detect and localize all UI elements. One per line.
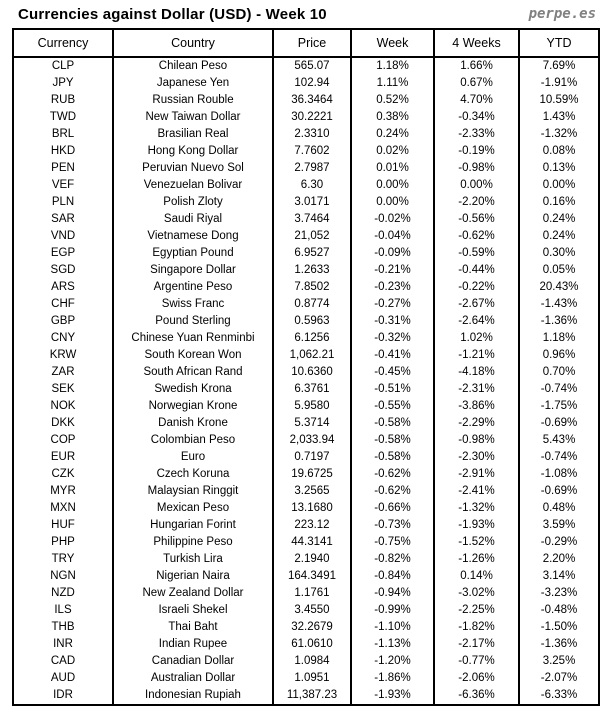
table-row	[13, 262, 599, 279]
cell-country: Norwegian Krone	[113, 398, 273, 415]
cell-ytd: -6.33%	[519, 687, 599, 705]
cell-4weeks: -2.33%	[434, 126, 519, 143]
cell-ytd: 0.30%	[519, 245, 599, 262]
cell-ytd: 0.70%	[519, 364, 599, 381]
cell-currency-code: HKD	[13, 143, 113, 160]
cell-country: Singapore Dollar	[113, 262, 273, 279]
table-row	[13, 245, 599, 262]
cell-4weeks: -0.62%	[434, 228, 519, 245]
cell-ytd: -0.69%	[519, 415, 599, 432]
titlebar	[12, 0, 598, 28]
cell-week: -1.13%	[351, 636, 434, 653]
table-header-row	[13, 29, 599, 57]
cell-ytd: 0.05%	[519, 262, 599, 279]
cell-country: Australian Dollar	[113, 670, 273, 687]
cell-week: -1.20%	[351, 653, 434, 670]
cell-ytd: 0.16%	[519, 194, 599, 211]
cell-4weeks: 0.00%	[434, 177, 519, 194]
cell-week: -0.31%	[351, 313, 434, 330]
cell-week: -0.84%	[351, 568, 434, 585]
cell-country: Swiss Franc	[113, 296, 273, 313]
cell-ytd: -3.23%	[519, 585, 599, 602]
table-row	[13, 432, 599, 449]
cell-country: Turkish Lira	[113, 551, 273, 568]
cell-country: New Taiwan Dollar	[113, 109, 273, 126]
cell-currency-code: PEN	[13, 160, 113, 177]
cell-4weeks: -2.29%	[434, 415, 519, 432]
cell-country: Malaysian Ringgit	[113, 483, 273, 500]
cell-week: -0.66%	[351, 500, 434, 517]
cell-currency-code: TRY	[13, 551, 113, 568]
cell-currency-code: SEK	[13, 381, 113, 398]
table-row	[13, 347, 599, 364]
table-row	[13, 381, 599, 398]
table-row	[13, 449, 599, 466]
cell-ytd: -0.74%	[519, 381, 599, 398]
cell-4weeks: -1.82%	[434, 619, 519, 636]
cell-week: -1.93%	[351, 687, 434, 705]
cell-ytd: 0.24%	[519, 228, 599, 245]
cell-currency-code: DKK	[13, 415, 113, 432]
cell-ytd: 3.14%	[519, 568, 599, 585]
cell-4weeks: -1.93%	[434, 517, 519, 534]
cell-currency-code: RUB	[13, 92, 113, 109]
cell-4weeks: -0.19%	[434, 143, 519, 160]
cell-currency-code: NGN	[13, 568, 113, 585]
cell-4weeks: -0.77%	[434, 653, 519, 670]
cell-4weeks: -0.59%	[434, 245, 519, 262]
cell-4weeks: -0.22%	[434, 279, 519, 296]
cell-week: 1.18%	[351, 57, 434, 75]
cell-currency-code: INR	[13, 636, 113, 653]
cell-price: 2,033.94	[273, 432, 351, 449]
cell-4weeks: -2.17%	[434, 636, 519, 653]
cell-country: Indonesian Rupiah	[113, 687, 273, 705]
cell-country: Hong Kong Dollar	[113, 143, 273, 160]
cell-country: Saudi Riyal	[113, 211, 273, 228]
cell-4weeks: 1.02%	[434, 330, 519, 347]
table-row	[13, 211, 599, 228]
cell-ytd: -1.32%	[519, 126, 599, 143]
table-row	[13, 670, 599, 687]
cell-country: South Korean Won	[113, 347, 273, 364]
cell-4weeks: -1.52%	[434, 534, 519, 551]
cell-4weeks: -1.21%	[434, 347, 519, 364]
cell-country: Chinese Yuan Renminbi	[113, 330, 273, 347]
cell-week: -0.09%	[351, 245, 434, 262]
cell-currency-code: AUD	[13, 670, 113, 687]
cell-currency-code: SAR	[13, 211, 113, 228]
cell-ytd: 0.13%	[519, 160, 599, 177]
table-row	[13, 517, 599, 534]
cell-4weeks: -3.02%	[434, 585, 519, 602]
table-row	[13, 194, 599, 211]
cell-ytd: 0.48%	[519, 500, 599, 517]
table-row	[13, 466, 599, 483]
cell-country: Hungarian Forint	[113, 517, 273, 534]
cell-ytd: 3.25%	[519, 653, 599, 670]
cell-4weeks: -0.98%	[434, 432, 519, 449]
cell-ytd: -0.48%	[519, 602, 599, 619]
table-row	[13, 568, 599, 585]
cell-currency-code: THB	[13, 619, 113, 636]
cell-4weeks: -2.30%	[434, 449, 519, 466]
cell-price: 6.9527	[273, 245, 351, 262]
cell-week: -0.45%	[351, 364, 434, 381]
cell-country: Peruvian Nuevo Sol	[113, 160, 273, 177]
page-title: Currencies against Dollar (USD) - Week 10	[18, 5, 327, 23]
cell-price: 61.0610	[273, 636, 351, 653]
cell-week: -1.10%	[351, 619, 434, 636]
table-row	[13, 126, 599, 143]
table-row	[13, 500, 599, 517]
cell-4weeks: -6.36%	[434, 687, 519, 705]
cell-week: -0.02%	[351, 211, 434, 228]
cell-country: Colombian Peso	[113, 432, 273, 449]
cell-week: -0.21%	[351, 262, 434, 279]
cell-country: New Zealand Dollar	[113, 585, 273, 602]
cell-week: -0.58%	[351, 415, 434, 432]
cell-week: 0.02%	[351, 143, 434, 160]
currency-table	[12, 28, 600, 706]
cell-ytd: 2.20%	[519, 551, 599, 568]
cell-country: Japanese Yen	[113, 75, 273, 92]
cell-country: Argentine Peso	[113, 279, 273, 296]
table-row	[13, 398, 599, 415]
cell-country: Chilean Peso	[113, 57, 273, 75]
table-row	[13, 585, 599, 602]
cell-4weeks: -4.18%	[434, 364, 519, 381]
cell-week: -0.58%	[351, 432, 434, 449]
cell-ytd: -0.29%	[519, 534, 599, 551]
cell-currency-code: CLP	[13, 57, 113, 75]
cell-country: Polish Zloty	[113, 194, 273, 211]
cell-price: 3.2565	[273, 483, 351, 500]
cell-currency-code: VND	[13, 228, 113, 245]
cell-4weeks: -2.91%	[434, 466, 519, 483]
cell-4weeks: -2.06%	[434, 670, 519, 687]
cell-currency-code: HUF	[13, 517, 113, 534]
cell-week: -0.99%	[351, 602, 434, 619]
cell-currency-code: EUR	[13, 449, 113, 466]
column-header-week: Week	[351, 29, 434, 57]
cell-week: -0.23%	[351, 279, 434, 296]
cell-week: -0.32%	[351, 330, 434, 347]
table-row	[13, 296, 599, 313]
currency-table-body	[13, 57, 599, 705]
cell-price: 2.3310	[273, 126, 351, 143]
site-logo: perpe.es	[528, 6, 596, 22]
cell-price: 102.94	[273, 75, 351, 92]
table-row	[13, 228, 599, 245]
cell-week: 0.01%	[351, 160, 434, 177]
table-row	[13, 551, 599, 568]
cell-ytd: 20.43%	[519, 279, 599, 296]
cell-price: 1.0951	[273, 670, 351, 687]
table-row	[13, 653, 599, 670]
column-header-country: Country	[113, 29, 273, 57]
cell-week: 0.00%	[351, 194, 434, 211]
cell-ytd: -0.69%	[519, 483, 599, 500]
cell-price: 1.1761	[273, 585, 351, 602]
cell-currency-code: NZD	[13, 585, 113, 602]
cell-4weeks: -1.26%	[434, 551, 519, 568]
cell-price: 11,387.23	[273, 687, 351, 705]
cell-currency-code: KRW	[13, 347, 113, 364]
cell-price: 0.7197	[273, 449, 351, 466]
cell-4weeks: -0.56%	[434, 211, 519, 228]
cell-price: 0.5963	[273, 313, 351, 330]
cell-week: 0.52%	[351, 92, 434, 109]
cell-country: Venezuelan Bolivar	[113, 177, 273, 194]
table-row	[13, 415, 599, 432]
cell-country: Danish Krone	[113, 415, 273, 432]
cell-ytd: 0.00%	[519, 177, 599, 194]
cell-country: Swedish Krona	[113, 381, 273, 398]
cell-ytd: -1.91%	[519, 75, 599, 92]
cell-price: 6.30	[273, 177, 351, 194]
cell-price: 36.3464	[273, 92, 351, 109]
cell-country: Pound Sterling	[113, 313, 273, 330]
cell-4weeks: 0.67%	[434, 75, 519, 92]
cell-ytd: 0.08%	[519, 143, 599, 160]
cell-week: -0.62%	[351, 483, 434, 500]
cell-currency-code: PLN	[13, 194, 113, 211]
cell-ytd: 1.43%	[519, 109, 599, 126]
column-header-currency: Currency	[13, 29, 113, 57]
cell-currency-code: MXN	[13, 500, 113, 517]
cell-price: 223.12	[273, 517, 351, 534]
cell-4weeks: 1.66%	[434, 57, 519, 75]
cell-price: 3.0171	[273, 194, 351, 211]
cell-week: -0.51%	[351, 381, 434, 398]
table-row	[13, 57, 599, 75]
cell-ytd: 10.59%	[519, 92, 599, 109]
table-row	[13, 92, 599, 109]
cell-price: 1,062.21	[273, 347, 351, 364]
cell-week: -0.04%	[351, 228, 434, 245]
cell-price: 164.3491	[273, 568, 351, 585]
cell-price: 30.2221	[273, 109, 351, 126]
cell-week: 0.24%	[351, 126, 434, 143]
cell-ytd: -2.07%	[519, 670, 599, 687]
cell-week: 0.00%	[351, 177, 434, 194]
cell-4weeks: -1.32%	[434, 500, 519, 517]
cell-country: South African Rand	[113, 364, 273, 381]
cell-price: 7.7602	[273, 143, 351, 160]
cell-week: -0.41%	[351, 347, 434, 364]
cell-4weeks: -2.64%	[434, 313, 519, 330]
cell-ytd: 7.69%	[519, 57, 599, 75]
cell-ytd: 0.24%	[519, 211, 599, 228]
cell-4weeks: -2.67%	[434, 296, 519, 313]
cell-country: Mexican Peso	[113, 500, 273, 517]
cell-currency-code: IDR	[13, 687, 113, 705]
cell-week: -0.73%	[351, 517, 434, 534]
cell-currency-code: NOK	[13, 398, 113, 415]
table-row	[13, 143, 599, 160]
cell-week: -0.27%	[351, 296, 434, 313]
cell-price: 10.6360	[273, 364, 351, 381]
cell-price: 1.0984	[273, 653, 351, 670]
cell-currency-code: PHP	[13, 534, 113, 551]
table-row	[13, 602, 599, 619]
cell-currency-code: CHF	[13, 296, 113, 313]
table-row	[13, 109, 599, 126]
cell-currency-code: MYR	[13, 483, 113, 500]
table-row	[13, 364, 599, 381]
cell-currency-code: GBP	[13, 313, 113, 330]
cell-week: -0.82%	[351, 551, 434, 568]
cell-4weeks: -2.31%	[434, 381, 519, 398]
table-row	[13, 160, 599, 177]
cell-price: 21,052	[273, 228, 351, 245]
cell-4weeks: -0.34%	[434, 109, 519, 126]
cell-ytd: 5.43%	[519, 432, 599, 449]
cell-currency-code: CZK	[13, 466, 113, 483]
cell-price: 3.4550	[273, 602, 351, 619]
cell-4weeks: -2.25%	[434, 602, 519, 619]
cell-ytd: -1.08%	[519, 466, 599, 483]
table-row	[13, 687, 599, 705]
cell-week: 0.38%	[351, 109, 434, 126]
cell-week: -0.75%	[351, 534, 434, 551]
cell-week: -0.58%	[351, 449, 434, 466]
cell-price: 5.3714	[273, 415, 351, 432]
cell-week: 1.11%	[351, 75, 434, 92]
cell-price: 2.1940	[273, 551, 351, 568]
cell-currency-code: BRL	[13, 126, 113, 143]
cell-price: 3.7464	[273, 211, 351, 228]
cell-week: -0.62%	[351, 466, 434, 483]
cell-currency-code: SGD	[13, 262, 113, 279]
cell-4weeks: -0.44%	[434, 262, 519, 279]
cell-week: -1.86%	[351, 670, 434, 687]
cell-4weeks: -3.86%	[434, 398, 519, 415]
cell-country: Czech Koruna	[113, 466, 273, 483]
cell-currency-code: CNY	[13, 330, 113, 347]
cell-4weeks: -2.41%	[434, 483, 519, 500]
cell-country: Egyptian Pound	[113, 245, 273, 262]
cell-4weeks: -2.20%	[434, 194, 519, 211]
cell-currency-code: ZAR	[13, 364, 113, 381]
cell-price: 0.8774	[273, 296, 351, 313]
table-row	[13, 534, 599, 551]
table-row	[13, 313, 599, 330]
column-header-ytd: YTD	[519, 29, 599, 57]
cell-week: -0.94%	[351, 585, 434, 602]
cell-ytd: -1.75%	[519, 398, 599, 415]
cell-week: -0.55%	[351, 398, 434, 415]
cell-price: 6.3761	[273, 381, 351, 398]
cell-currency-code: JPY	[13, 75, 113, 92]
cell-currency-code: COP	[13, 432, 113, 449]
cell-ytd: 3.59%	[519, 517, 599, 534]
cell-currency-code: CAD	[13, 653, 113, 670]
cell-ytd: -1.36%	[519, 636, 599, 653]
cell-currency-code: VEF	[13, 177, 113, 194]
cell-country: Israeli Shekel	[113, 602, 273, 619]
cell-price: 19.6725	[273, 466, 351, 483]
table-row	[13, 75, 599, 92]
cell-price: 44.3141	[273, 534, 351, 551]
cell-price: 5.9580	[273, 398, 351, 415]
cell-4weeks: 0.14%	[434, 568, 519, 585]
cell-ytd: -1.50%	[519, 619, 599, 636]
cell-currency-code: TWD	[13, 109, 113, 126]
cell-country: Philippine Peso	[113, 534, 273, 551]
cell-currency-code: ARS	[13, 279, 113, 296]
cell-country: Canadian Dollar	[113, 653, 273, 670]
cell-country: Brasilian Real	[113, 126, 273, 143]
cell-currency-code: ILS	[13, 602, 113, 619]
cell-ytd: 0.96%	[519, 347, 599, 364]
cell-price: 1.2633	[273, 262, 351, 279]
column-header-price: Price	[273, 29, 351, 57]
cell-ytd: -0.74%	[519, 449, 599, 466]
cell-country: Thai Baht	[113, 619, 273, 636]
cell-price: 565.07	[273, 57, 351, 75]
cell-country: Euro	[113, 449, 273, 466]
cell-price: 13.1680	[273, 500, 351, 517]
cell-country: Indian Rupee	[113, 636, 273, 653]
cell-ytd: -1.43%	[519, 296, 599, 313]
table-row	[13, 330, 599, 347]
cell-country: Russian Rouble	[113, 92, 273, 109]
table-row	[13, 483, 599, 500]
cell-4weeks: -0.98%	[434, 160, 519, 177]
column-header-4weeks: 4 Weeks	[434, 29, 519, 57]
table-row	[13, 279, 599, 296]
cell-country: Nigerian Naira	[113, 568, 273, 585]
cell-price: 32.2679	[273, 619, 351, 636]
table-row	[13, 636, 599, 653]
table-row	[13, 619, 599, 636]
cell-ytd: 1.18%	[519, 330, 599, 347]
cell-4weeks: 4.70%	[434, 92, 519, 109]
cell-ytd: -1.36%	[519, 313, 599, 330]
cell-price: 6.1256	[273, 330, 351, 347]
table-row	[13, 177, 599, 194]
cell-currency-code: EGP	[13, 245, 113, 262]
cell-country: Vietnamese Dong	[113, 228, 273, 245]
cell-price: 7.8502	[273, 279, 351, 296]
cell-price: 2.7987	[273, 160, 351, 177]
